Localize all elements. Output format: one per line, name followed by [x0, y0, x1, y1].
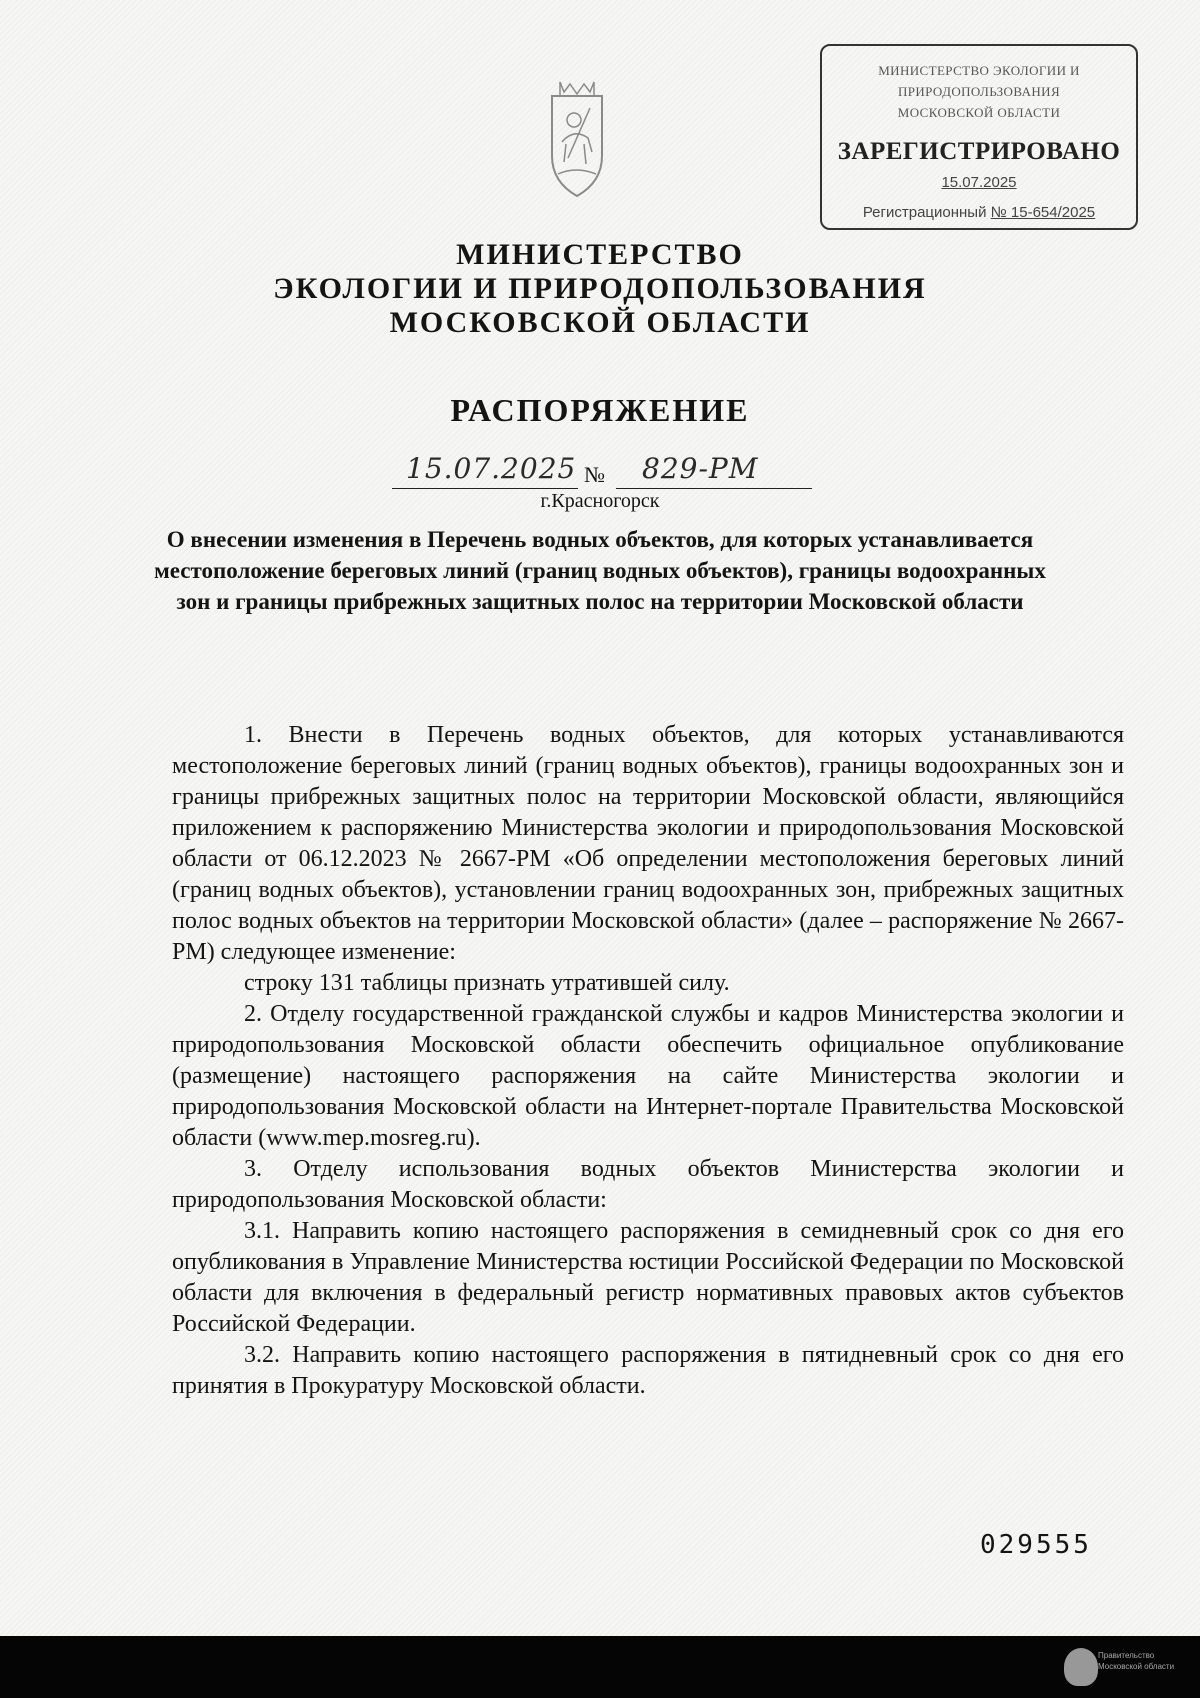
ministry-title	[0, 238, 1200, 340]
stamp-organization	[822, 60, 1136, 123]
handwritten-date: 15.07.2025	[406, 452, 577, 485]
footer-bar	[0, 1636, 1200, 1698]
number-sign: №	[584, 462, 605, 487]
government-logo-icon	[1064, 1648, 1098, 1686]
paragraph: 1. Внести в Перечень водных объектов, для которых устанавливаются местоположение береговых линий (границ водных объектов), границы водоохранных зон и границы прибрежных защитных полос на территории Московской области, являющийся приложением к распоряжению Министерства экологии и природопользования Московской области от 06.12.2023 № 2667-РМ «Об определении местоположения береговых линий (границ водных объектов), установлении границ водоохранных зон, прибрежных защитных полос водных объектов на территории Московской области» (далее – распоряжение № 2667-РМ) следующее изменение:	[172, 722, 1124, 965]
date-number-row	[392, 452, 812, 492]
registration-stamp	[820, 44, 1138, 230]
stamp-date: 15.07.2025	[941, 174, 1017, 191]
paragraph: 2. Отделу государственной гражданской службы и кадров Министерства экологии и природопользования Московской области обеспечить официальное опубликование (размещение) настоящего распоряжения на сайте Министерства экологии и природопользования Московской области на Интернет-портале Правительства Московской области (www.mep.mosreg.ru).	[172, 1001, 1124, 1151]
number-underline	[616, 488, 812, 489]
footer-text	[1098, 1650, 1198, 1672]
stamp-reg-label: Регистрационный	[862, 204, 987, 221]
footer-line: Московской области	[1098, 1662, 1175, 1671]
document-subject: О внесении изменения в Перечень водных объектов, для которых устанавливается местоположение береговых линий (границ водных объектов), границы водоохранных зон и границы прибрежных защитных полос на территории Московской области	[154, 527, 1046, 614]
document-serial-number: 029555	[980, 1530, 1092, 1560]
stamp-reg-number: № 15-654/2025	[990, 204, 1096, 221]
date-underline	[392, 488, 578, 489]
stamp-org-line: МОСКОВСКОЙ ОБЛАСТИ	[897, 105, 1061, 120]
stamp-status: ЗАРЕГИСТРИРОВАНО	[837, 138, 1121, 165]
document-type: РАСПОРЯЖЕНИЕ	[450, 392, 750, 428]
ministry-line: МОСКОВСКОЙ ОБЛАСТИ	[389, 306, 811, 339]
paragraph: 3.2. Направить копию настоящего распоряжения в пятидневный срок со дня его принятия в Прокуратуру Московской области.	[172, 1342, 1124, 1399]
handwritten-number: 829-РМ	[642, 452, 759, 485]
stamp-org-line: ПРИРОДОПОЛЬЗОВАНИЯ	[897, 84, 1061, 99]
ministry-line: ЭКОЛОГИИ И ПРИРОДОПОЛЬЗОВАНИЯ	[273, 272, 927, 305]
paragraph: 3.1. Направить копию настоящего распоряжения в семидневный срок со дня его опубликования в Управление Министерства юстиции Российской Федерации по Московской области для включения в федеральный регистр нормативных правовых актов субъектов Российской Федерации.	[172, 1218, 1124, 1337]
document-body	[172, 720, 1124, 1402]
paragraph: строку 131 таблицы признать утратившей силу.	[244, 970, 730, 996]
paragraph: 3. Отделу использования водных объектов Министерства экологии и природопользования Московской области:	[172, 1156, 1124, 1213]
footer-line: Правительство	[1098, 1651, 1155, 1660]
city: г.Красногорск	[540, 490, 660, 512]
ministry-line: МИНИСТЕРСТВО	[456, 238, 744, 271]
coat-of-arms-icon	[546, 78, 608, 200]
stamp-registration	[822, 204, 1136, 221]
stamp-org-line: МИНИСТЕРСТВО ЭКОЛОГИИ И	[878, 63, 1080, 78]
